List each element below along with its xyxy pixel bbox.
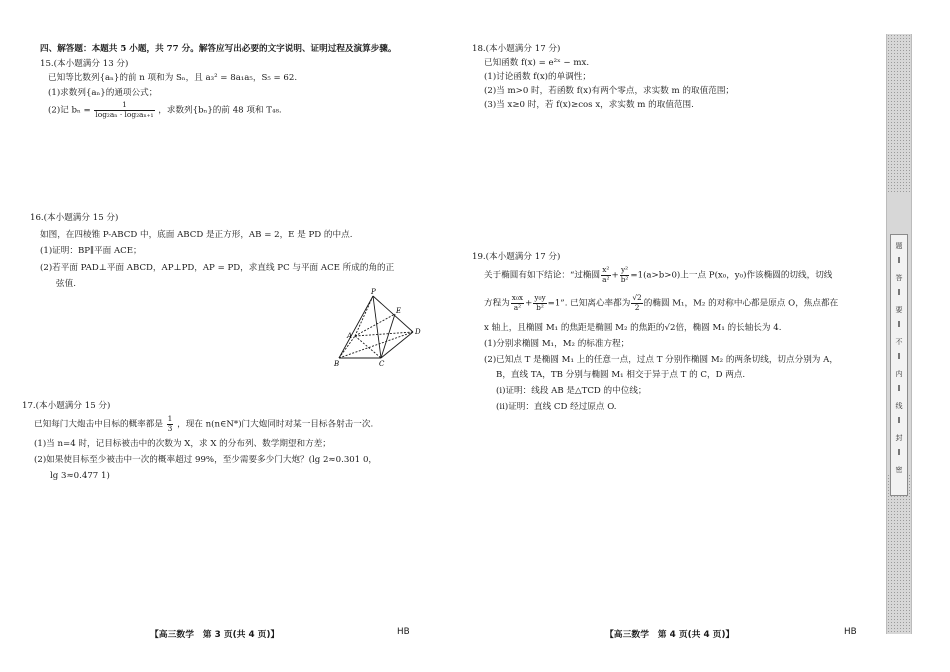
q16-part1: (1)证明：BP∥平面 ACE； <box>40 246 142 256</box>
right-footer: 【高三数学 第 4 页(共 4 页)】 <box>605 630 735 640</box>
q17-part2-cont: lg 3≈0.477 1) <box>50 471 110 481</box>
seal-char-8: 密 <box>895 466 903 474</box>
edge-AC <box>355 336 381 358</box>
q19-frac-sqrt2 <box>631 294 642 312</box>
q16-part2: (2)若平面 PAD⊥平面 ABCD，AP⊥PD，AP = PD，求直线 PC 与平面 ACE 所成的角的正 <box>40 263 395 273</box>
q18-part2: (2)当 m>0 时，若函数 f(x)有两个零点，求实数 m 的取值范围； <box>484 86 735 96</box>
q15-fraction <box>94 101 154 119</box>
q19-line1-post: =1(a>b>0)上一点 P(x₀，y₀)作该椭圆的切线，切线 <box>630 270 833 281</box>
edge-PC <box>373 296 381 358</box>
q15-fraction-den: log₂aₙ · log₂aₙ₊₁ <box>95 109 154 119</box>
edge-PB <box>339 296 373 358</box>
q19-frac-x0x-den: a² <box>513 302 522 312</box>
q19-frac-sqrt2-num: √2 <box>632 293 642 302</box>
q19-line2-post: 的椭圆 M₁，M₂ 的对称中心都是原点 O，焦点都在 <box>643 298 839 309</box>
q15-part2 <box>48 101 282 120</box>
seal-char-3: 要 <box>895 306 903 314</box>
seal-line-box <box>890 234 908 496</box>
label-B: B <box>334 360 340 368</box>
seal-dash <box>898 289 900 295</box>
q19-part1: (1)分别求椭圆 M₁，M₂ 的标准方程； <box>484 339 630 349</box>
binding-strip <box>886 34 912 634</box>
seal-char-2: 答 <box>895 274 903 282</box>
q19-part2-ii: (ii)证明：直线 CD 经过原点 O. <box>496 402 617 412</box>
seal-dash <box>898 417 900 423</box>
q15-title: 15.(本小题满分 13 分) <box>40 59 129 69</box>
q19-frac-y0y-num: y₀y <box>534 293 546 302</box>
strip-texture-bottom <box>887 474 911 634</box>
q15-part2-pre: (2)记 bₙ = <box>48 105 91 116</box>
q15-fraction-num: 1 <box>94 101 154 111</box>
seal-char-4: 不 <box>895 338 903 346</box>
q19-frac-sqrt2-den: 2 <box>634 302 640 312</box>
left-page <box>0 0 470 672</box>
q19-title: 19.(本小题满分 17 分) <box>472 252 561 262</box>
q16-title: 16.(本小题满分 15 分) <box>30 213 119 223</box>
label-P: P <box>371 288 376 296</box>
seal-char-7: 封 <box>895 434 903 442</box>
q19-line1-plus: + <box>611 270 619 281</box>
right-code: HB <box>844 627 857 637</box>
edge-PD <box>373 296 413 332</box>
q19-frac-y0y <box>533 294 546 312</box>
left-code: HB <box>397 627 410 637</box>
q19-frac-y2b2-den: b² <box>620 274 629 284</box>
q17-stem <box>34 415 373 434</box>
edge-PA <box>355 296 373 336</box>
q19-line2-plus: + <box>525 298 533 309</box>
q19-part2: (2)已知点 T 是椭圆 M₁ 上的任意一点，过点 T 分别作椭圆 M₂ 的两条切线，切点分别为 A， <box>484 355 838 365</box>
seal-dash <box>898 257 900 263</box>
label-C: C <box>379 360 385 368</box>
seal-dash <box>898 385 900 391</box>
q17-title: 17.(本小题满分 15 分) <box>22 401 111 411</box>
q19-part2-cont: B，直线 TA，TB 分别与椭圆 M₁ 相交于异于点 T 的 C，D 两点. <box>496 370 746 380</box>
q17-fraction <box>167 415 174 433</box>
q17-part1: (1)当 n=4 时，记目标被击中的次数为 X，求 X 的分布列、数学期望和方差； <box>34 439 331 449</box>
left-footer: 【高三数学 第 3 页(共 4 页)】 <box>150 630 280 640</box>
label-D: D <box>415 328 421 336</box>
seal-char-6: 线 <box>895 402 903 410</box>
q19-frac-y2b2-num: y² <box>620 265 629 274</box>
q16-part2-cont: 弦值. <box>56 279 76 289</box>
seal-char-5: 内 <box>895 370 903 378</box>
q19-frac-y0y-den: b² <box>536 302 544 312</box>
q17-fraction-num: 1 <box>167 414 173 423</box>
q19-frac-x0x-num: x₀x <box>511 293 524 302</box>
section-header: 四、解答题：本题共 5 小题，共 77 分。解答应写出必要的文字说明、证明过程及演算步骤。 <box>40 44 397 54</box>
q17-fraction-den: 3 <box>167 423 173 433</box>
seal-dash <box>898 353 900 359</box>
seal-dash <box>898 321 900 327</box>
edge-AD <box>355 332 413 336</box>
strip-texture-top <box>887 34 911 194</box>
q19-frac-y2b2 <box>620 266 630 284</box>
q18-stem: 已知函数 f(x) = e²ˣ − mx. <box>484 58 590 68</box>
q18-part1: (1)讨论函数 f(x)的单调性； <box>484 72 591 82</box>
right-page <box>470 0 880 672</box>
q19-frac-x0x <box>511 294 524 312</box>
q15-part1: (1)求数列{aₙ}的通项公式； <box>48 88 158 98</box>
q16-stem: 如图，在四棱锥 P-ABCD 中，底面 ABCD 是正方形，AB = 2，E 是 PD 的中点. <box>40 230 353 240</box>
q19-frac-x2a2-num: x² <box>602 265 610 274</box>
q19-part2-i: (i)证明：线段 AB 是△TCD 的中位线； <box>496 386 647 396</box>
q17-stem-pre: 已知每门大炮击中目标的概率都是 <box>34 419 163 430</box>
q17-stem-post: ，现在 n(n∈N*)门大炮同时对某一目标各射击一次. <box>177 419 374 430</box>
q19-line1-pre: 关于椭圆有如下结论：“过椭圆 <box>484 270 601 281</box>
q17-part2: (2)如果使目标至少被击中一次的概率超过 99%，至少需要多少门大炮？(lg 2≈0.301 0， <box>34 455 378 465</box>
q18-title: 18.(本小题满分 17 分) <box>472 44 561 54</box>
q19-frac-x2a2-den: a² <box>602 274 610 284</box>
q19-frac-x2a2 <box>601 266 610 284</box>
q19-line1 <box>484 266 832 285</box>
q19-line2-mid: =1”. 已知离心率都为 <box>547 298 631 309</box>
label-E: E <box>396 307 402 315</box>
label-A: A <box>347 332 353 340</box>
q19-line3: x 轴上，且椭圆 M₁ 的焦距是椭圆 M₂ 的焦距的√2倍，椭圆 M₁ 的长轴长为 4. <box>484 323 782 333</box>
q15-stem: 已知等比数列{aₙ}的前 n 项和为 Sₙ，且 a₃² = 8a₁a₅，S₅ = 62. <box>48 73 298 83</box>
seal-char-1: 题 <box>895 242 903 250</box>
q18-part3: (3)当 x≥0 时，若 f(x)≥cos x，求实数 m 的取值范围. <box>484 100 694 110</box>
pyramid-figure <box>325 288 425 368</box>
q15-part2-post: ，求数列{bₙ}的前 48 项和 T₄₈. <box>158 105 282 116</box>
edge-CD <box>381 332 413 358</box>
q19-line2 <box>484 294 838 313</box>
q19-line2-pre: 方程为 <box>484 298 510 309</box>
seal-dash <box>898 449 900 455</box>
